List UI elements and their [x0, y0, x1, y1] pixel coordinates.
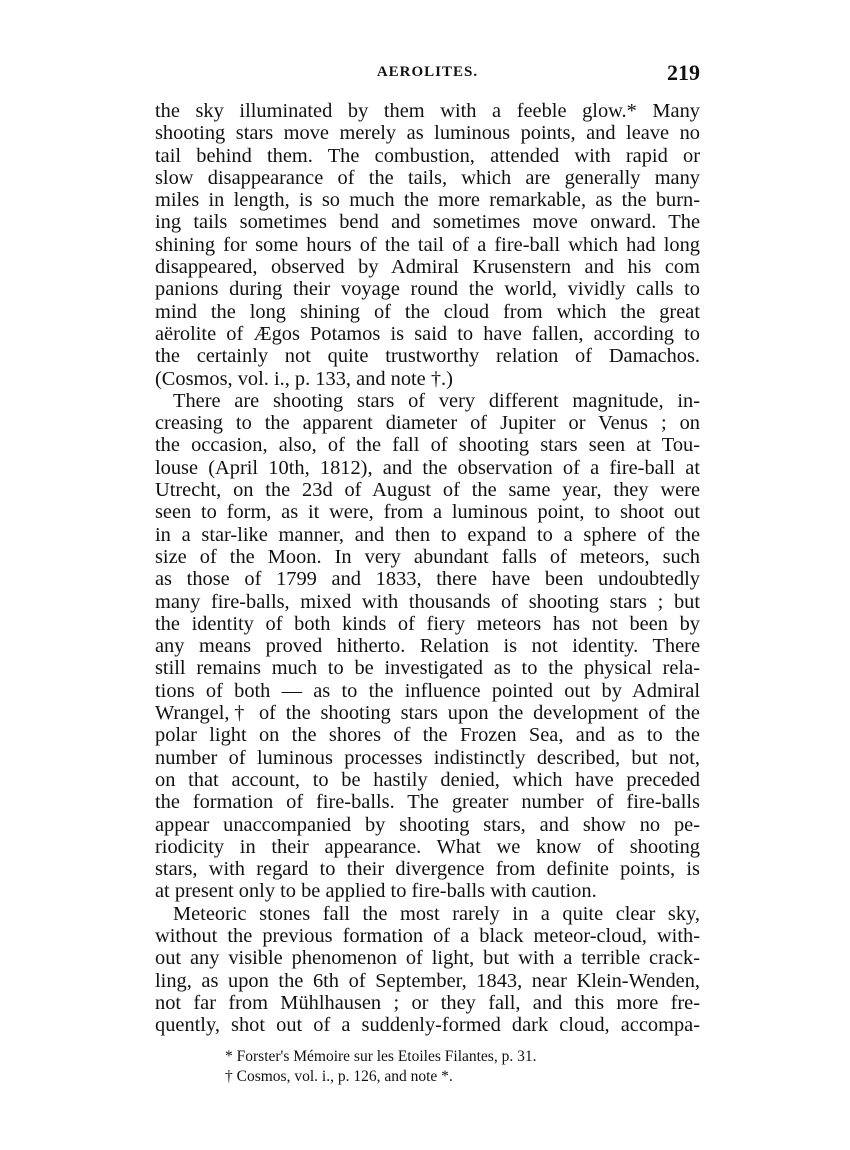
text-line: ing tails sometimes bend and sometimes move onward. The [155, 211, 700, 234]
text-line: creasing to the apparent diameter of Jupiter or Venus ; on [155, 412, 700, 435]
body-text [155, 100, 700, 1036]
footnote: † Cosmos, vol. i., p. 126, and note *. [225, 1068, 453, 1085]
text-line: riodicity in their appearance. What we know of shooting [155, 835, 700, 858]
text-line: shooting stars move merely as luminous points, and leave no [155, 122, 700, 145]
text-line: miles in length, is so much the more remarkable, as the burn- [155, 189, 700, 212]
text-line: without the previous formation of a black meteor-cloud, with- [155, 924, 700, 947]
text-line: There are shooting stars of very different magnitude, in- [173, 389, 700, 412]
text-line: disappeared, observed by Admiral Krusenstern and his com [155, 256, 700, 279]
running-title: AEROLITES. [376, 64, 479, 80]
text-line: seen to form, as it were, from a luminous point, to shoot out [155, 501, 700, 524]
text-line: tail behind them. The combustion, attended with rapid or [155, 144, 700, 167]
text-line: polar light on the shores of the Frozen Sea, and as to the [155, 724, 700, 747]
text-line: (Cosmos, vol. i., p. 133, and note †.) [155, 367, 453, 390]
text-line: the sky illuminated by them with a feeble glow.* Many [155, 100, 700, 122]
page-header [155, 60, 700, 90]
text-line: in a star-like manner, and then to expand to a sphere of the [155, 523, 700, 546]
text-line: louse (April 10th, 1812), and the observation of a fire-ball at [155, 456, 700, 479]
text-line: out any visible phenomenon of light, but with a terrible crack- [155, 947, 700, 970]
text-line: panions during their voyage round the world, vividly calls to [155, 278, 700, 301]
text-line: tions of both — as to the influence pointed out by Admiral [155, 679, 700, 702]
text-line: Meteoric stones fall the most rarely in a quite clear sky, [173, 902, 700, 925]
text-line: aërolite of Ægos Potamos is said to have fallen, according to [155, 322, 700, 345]
page-number: 219 [667, 60, 700, 85]
footnote: * Forster's Mémoire sur les Etoiles Filantes, p. 31. [225, 1048, 537, 1065]
text-line: the formation of fire-balls. The greater number of fire-balls [155, 791, 700, 814]
text-line: the identity of both kinds of fiery meteors has not been by [155, 612, 700, 635]
text-line: not far from Mühlhausen ; or they fall, and this more fre- [155, 991, 700, 1014]
text-line: any means proved hitherto. Relation is not identity. There [155, 635, 700, 658]
text-line: Utrecht, on the 23d of August of the same year, they were [155, 479, 700, 502]
text-line: ling, as upon the 6th of September, 1843, near Klein-Wenden, [155, 969, 700, 992]
text-line: mind the long shining of the cloud from which the great [155, 300, 700, 323]
text-line: the occasion, also, of the fall of shooting stars seen at Tou- [155, 434, 700, 457]
text-line: size of the Moon. In very abundant falls of meteors, such [155, 545, 700, 568]
text-line: still remains much to be investigated as to the physical rela- [155, 657, 700, 680]
text-line: the certainly not quite trustworthy relation of Damachos. [155, 345, 700, 368]
text-line: stars, with regard to their divergence from definite points, is [155, 858, 700, 881]
text-line: shining for some hours of the tail of a fire-ball which had long [155, 233, 700, 256]
footnotes [225, 1047, 685, 1087]
text-line: Wrangel,† of the shooting stars upon the development of the [155, 702, 700, 725]
text-line: on that account, to be hastily denied, which have preceded [155, 768, 700, 791]
text-line: appear unaccompanied by shooting stars, and show no pe- [155, 813, 700, 836]
text-line: slow disappearance of the tails, which are generally many [155, 166, 700, 189]
text-line: as those of 1799 and 1833, there have been undoubtedly [155, 568, 700, 591]
text-line: number of luminous processes indistinctly described, but not, [155, 746, 700, 769]
text-line: at present only to be applied to fire-balls with caution. [155, 880, 597, 903]
text-line: quently, shot out of a suddenly-formed dark cloud, accompa- [155, 1014, 700, 1037]
text-line: many fire-balls, mixed with thousands of shooting stars ; but [155, 590, 700, 613]
